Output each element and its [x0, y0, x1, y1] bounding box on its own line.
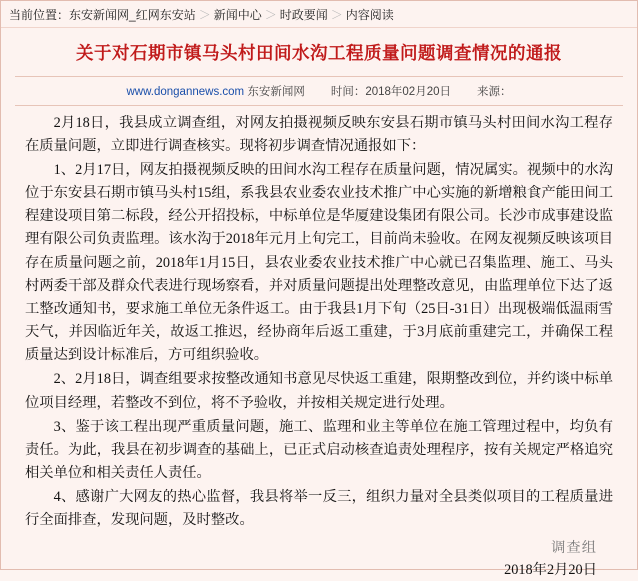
- source-site-label: 东安新闻网: [247, 85, 305, 98]
- article-paragraph: 4、感谢广大网友的热心监督，我县将举一反三，组织力量对全县类似项目的工程质量进行全面排查，发现问题，及时整改。: [25, 489, 613, 529]
- page-title: 关于对石期市镇马头村田间水沟工程质量问题调查情况的通报: [76, 43, 562, 63]
- time-label: 时间：: [330, 85, 366, 98]
- breadcrumb-item-current: 内容阅读: [345, 7, 394, 22]
- breadcrumb-separator-icon: ＞: [198, 7, 211, 22]
- article-body: [1, 106, 637, 533]
- site-url-link[interactable]: www.dongannews.com: [126, 85, 245, 98]
- breadcrumb-separator-icon: ＞: [264, 7, 277, 22]
- signature-org: 调查组: [551, 540, 597, 557]
- meta-source-label: 来源：: [477, 85, 512, 98]
- meta-source-group: [127, 83, 305, 99]
- signature-block: [1, 538, 637, 581]
- article-paragraph: 2、2月18日，调查组要求按整改通知书意见尽快返工重建，限期整改到位，并约谈中标单位项目经理，若整改不到位，将不予验收，并按相关规定进行处理。: [25, 371, 613, 411]
- article-paragraph: 3、鉴于该工程出现严重质量问题，施工、监理和业主等单位在施工管理过程中，均负有责任。为此，我县在初步调查的基础上，已正式启动核查追责处理程序，按有关规定严格追究相关单位和相关责任人责任。: [25, 418, 613, 481]
- meta-time-group: [331, 83, 451, 99]
- breadcrumb: [1, 1, 637, 28]
- time-value: 2018年02月20日: [365, 85, 451, 98]
- breadcrumb-item-news-center[interactable]: 新闻中心: [213, 7, 262, 22]
- article-paragraph: 2月18日，我县成立调查组，对网友拍摄视频反映东安县石期市镇马头村田间水沟工程存在质量问题，立即进行调查核实。现将初步调查情况通报如下：: [25, 114, 613, 154]
- breadcrumb-item-site[interactable]: 东安新闻网_红网东安站: [69, 7, 196, 22]
- breadcrumb-separator-icon: ＞: [330, 7, 343, 22]
- breadcrumb-item-politics[interactable]: 时政要闻: [279, 7, 328, 22]
- article-paragraph: 1、2月17日，网友拍摄视频反映的田间水沟工程存在质量问题，情况属实。视频中的水沟位于东安县石期市镇马头村15组，系我县农业委农业技术推广中心实施的新增粮食产能田间工程建设项目第二标段，经公开招投标，中标单位是华厦建设集团有限公司。长沙市成事建设监理有限公司负责监理。该水沟于2018年元月上旬完工，目前尚未验收。在网友视频反映该项目存在质量问题之前，2018年1月15日，县农业委农业技术推广中心就已召集监理、施工、马头村两委干部及群众代表进行现场察看，并对质量问题提出处理整改意见，由监理单位下达了返工整改通知书，要求施工单位无条件返工。由于我县1月下旬（25日-31日）出现极端低温雨雪天气，并因临近年关，故返工推迟，经协商年后返工重建，于3月底前重建完工，并确保工程质量达到设计标准后，方可组织验收。: [25, 161, 613, 364]
- breadcrumb-label: 当前位置：: [9, 7, 70, 22]
- article-meta: [1, 77, 637, 105]
- signature-date: 2018年2月20日: [504, 561, 597, 578]
